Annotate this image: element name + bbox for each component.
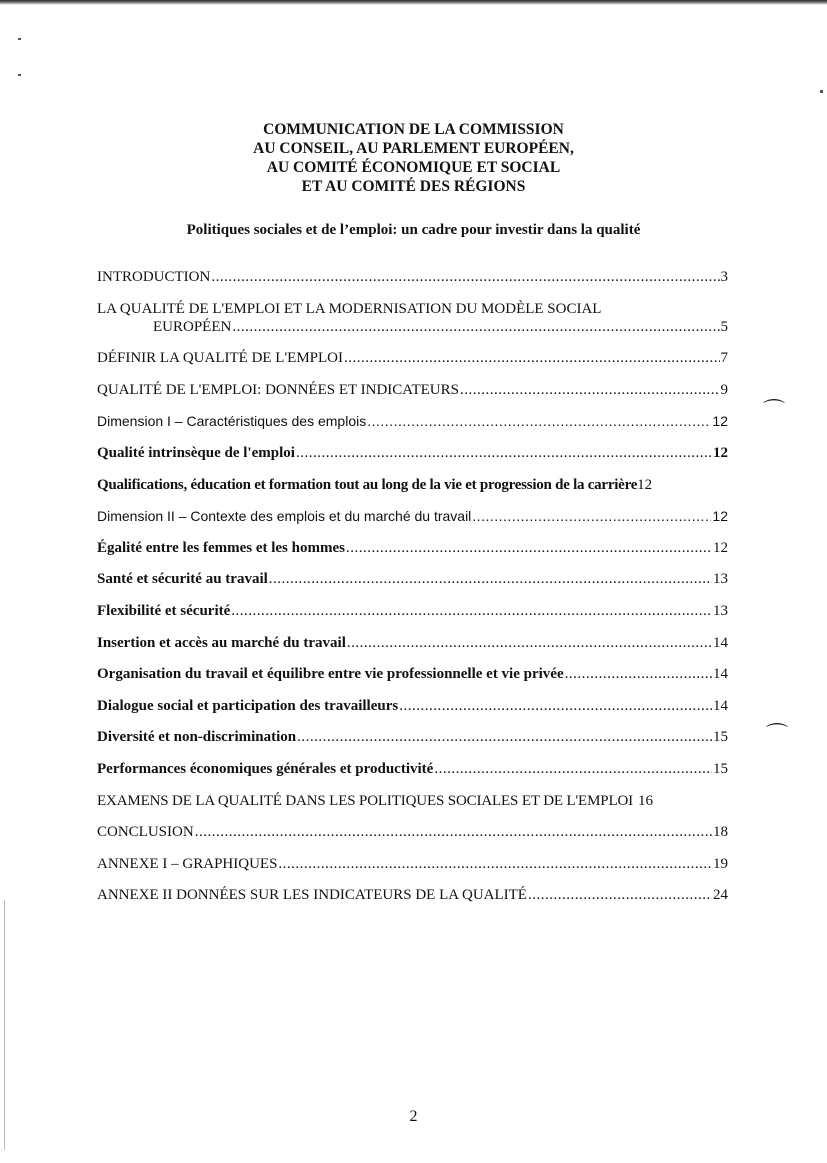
toc-entry[interactable] <box>97 823 728 841</box>
toc-entry[interactable] <box>97 634 728 652</box>
toc-leader <box>528 886 712 904</box>
toc-leader <box>434 760 712 778</box>
toc-label: Santé et sécurité au travail <box>97 571 268 588</box>
toc-entry[interactable] <box>97 300 728 336</box>
toc-label: Qualité intrinsèque de l'emploi <box>97 444 295 461</box>
toc-page: 16 <box>638 792 653 809</box>
toc-label: Dimension I – Caractéristiques des emplois <box>97 413 367 430</box>
toc-entry[interactable] <box>97 792 728 810</box>
toc-page: 13 <box>713 571 728 588</box>
toc-entry[interactable] <box>97 886 728 904</box>
toc-page: 18 <box>713 824 728 841</box>
toc-page: 9 <box>720 381 728 398</box>
toc-leader <box>231 602 712 620</box>
toc-page: 13 <box>713 602 728 619</box>
toc-page: 12 <box>712 508 728 525</box>
table-of-contents <box>97 268 728 918</box>
toc-leader <box>346 539 712 557</box>
toc-page: 12 <box>713 444 728 461</box>
toc-leader <box>278 855 712 873</box>
toc-label: Diversité et non-discrimination <box>97 729 297 746</box>
scan-speck <box>820 90 823 93</box>
toc-label: Insertion et accès au marché du travail <box>97 634 346 651</box>
toc-leader <box>565 665 712 683</box>
toc-entry[interactable] <box>97 697 728 715</box>
toc-entry[interactable] <box>97 602 728 620</box>
toc-page: 14 <box>713 666 728 683</box>
title-line: AU CONSEIL, AU PARLEMENT EUROPÉEN, <box>253 140 574 157</box>
toc-entry[interactable] <box>97 855 728 873</box>
title-line: COMMUNICATION DE LA COMMISSION <box>263 121 564 138</box>
toc-leader <box>367 412 711 430</box>
document-title <box>0 120 827 196</box>
toc-leader <box>399 697 712 715</box>
toc-entry[interactable] <box>97 268 728 286</box>
toc-label: EXAMENS DE LA QUALITÉ DANS LES POLITIQUES SOCIALES ET DE L'EMPLOI <box>97 792 633 809</box>
toc-page: 15 <box>713 729 728 746</box>
toc-entry[interactable] <box>97 476 728 494</box>
toc-leader <box>347 634 712 652</box>
scan-speck <box>18 74 21 76</box>
toc-entry[interactable] <box>97 539 728 557</box>
toc-page: 7 <box>720 350 728 367</box>
toc-entry[interactable] <box>97 760 728 778</box>
toc-leader <box>269 570 712 588</box>
toc-label: QUALITÉ DE L'EMPLOI: DONNÉES ET INDICATEURS <box>97 381 459 398</box>
scan-edge <box>0 0 827 5</box>
toc-page: 3 <box>720 269 728 285</box>
toc-leader <box>297 728 712 746</box>
toc-entry[interactable] <box>97 665 728 683</box>
toc-label: Dialogue social et participation des travailleurs <box>97 697 399 714</box>
toc-entry[interactable] <box>97 349 728 367</box>
toc-leader <box>195 823 712 841</box>
toc-label: CONCLUSION <box>97 824 194 841</box>
document-subtitle: Politiques sociales et de l’emploi: un cadre pour investir dans la qualité <box>186 222 641 238</box>
punch-hole-mark: ⌒ <box>763 399 786 424</box>
toc-leader <box>232 318 719 336</box>
toc-label: Performances économiques générales et productivité <box>97 760 434 777</box>
toc-page: 5 <box>720 318 728 335</box>
toc-label: INTRODUCTION <box>97 269 211 285</box>
page-number: 2 <box>409 1108 418 1125</box>
toc-label-line1: LA QUALITÉ DE L'EMPLOI ET LA MODERNISATION DU MODÈLE SOCIAL <box>97 300 602 317</box>
toc-leader <box>211 268 719 286</box>
toc-label: EUROPÉEN <box>153 318 232 335</box>
title-line: ET AU COMITÉ DES RÉGIONS <box>301 178 526 195</box>
toc-leader <box>460 381 720 399</box>
toc-entry[interactable] <box>97 728 728 746</box>
toc-page: 14 <box>713 634 728 651</box>
title-line: AU COMITÉ ÉCONOMIQUE ET SOCIAL <box>266 159 561 176</box>
toc-entry[interactable] <box>97 381 728 399</box>
toc-page: 19 <box>713 855 728 872</box>
toc-leader <box>344 349 719 367</box>
toc-label: DÉFINIR LA QUALITÉ DE L'EMPLOI <box>97 350 344 367</box>
toc-label: Dimension II – Contexte des emplois et du marché du travail <box>97 508 472 525</box>
toc-leader <box>296 444 712 462</box>
toc-entry[interactable] <box>97 444 728 462</box>
toc-label: ANNEXE II DONNÉES SUR LES INDICATEURS DE LA QUALITÉ <box>97 887 527 904</box>
toc-page: 12 <box>713 539 728 556</box>
toc-entry[interactable] <box>97 570 728 588</box>
toc-page: 15 <box>713 760 728 777</box>
toc-label: Flexibilité et sécurité <box>97 602 231 619</box>
toc-entry[interactable] <box>97 412 728 430</box>
toc-page: 12 <box>712 413 728 430</box>
toc-page: 12 <box>637 476 653 493</box>
toc-leader <box>472 507 711 525</box>
toc-label: Égalité entre les femmes et les hommes <box>97 539 345 556</box>
toc-label: Qualifications, éducation et formation tout au long de la vie et progression de la carrière <box>97 476 638 493</box>
toc-entry[interactable] <box>97 507 728 525</box>
scan-speck <box>18 38 21 40</box>
toc-label: ANNEXE I – GRAPHIQUES <box>97 855 278 872</box>
toc-label: Organisation du travail et équilibre entre vie professionnelle et vie privée <box>97 666 564 683</box>
toc-page: 24 <box>713 887 728 904</box>
punch-hole-mark: ⌒ <box>766 723 789 748</box>
toc-page: 14 <box>713 697 728 714</box>
